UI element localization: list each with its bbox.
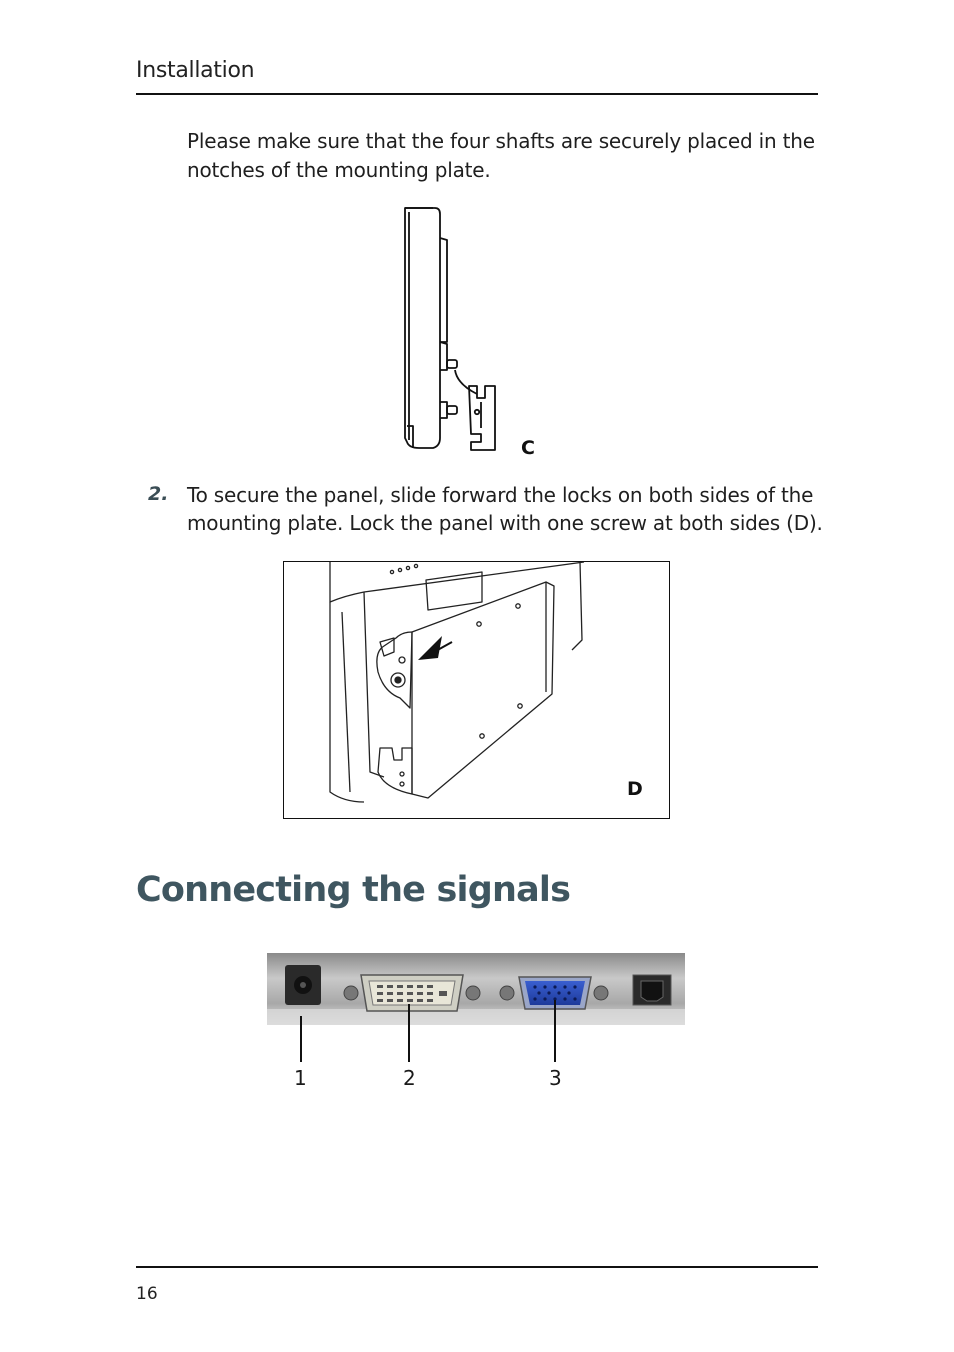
callout-label-2: 2 (403, 1066, 416, 1090)
callout-line-1 (300, 1016, 302, 1062)
page-number: 16 (136, 1284, 158, 1304)
callout-line-3 (554, 1000, 556, 1062)
header-rule (136, 93, 818, 95)
arrow-icon (418, 636, 442, 660)
figure-c-side-view (395, 202, 505, 454)
intro-line-2: notches of the mounting plate. (187, 158, 491, 182)
callout-label-1: 1 (294, 1066, 307, 1090)
figure-c-label: C (521, 437, 535, 459)
header-section-title: Installation (136, 58, 255, 83)
section-title: Connecting the signals (136, 870, 571, 910)
figure-d-frame (283, 561, 670, 819)
figure-d-label: D (627, 778, 643, 800)
callout-line-2 (408, 1004, 410, 1062)
figure-d-lock-detail (284, 562, 669, 818)
intro-line-1: Please make sure that the four shafts are securely placed in the (187, 129, 815, 153)
step-2-line-2: mounting plate. Lock the panel with one screw at both sides (D). (187, 511, 823, 535)
callout-label-3: 3 (549, 1066, 562, 1090)
footer-rule (136, 1266, 818, 1268)
step-2-number: 2. (148, 483, 169, 505)
step-2-line-1: To secure the panel, slide forward the locks on both sides of the (187, 483, 814, 507)
connector-panel-image (267, 953, 685, 1025)
